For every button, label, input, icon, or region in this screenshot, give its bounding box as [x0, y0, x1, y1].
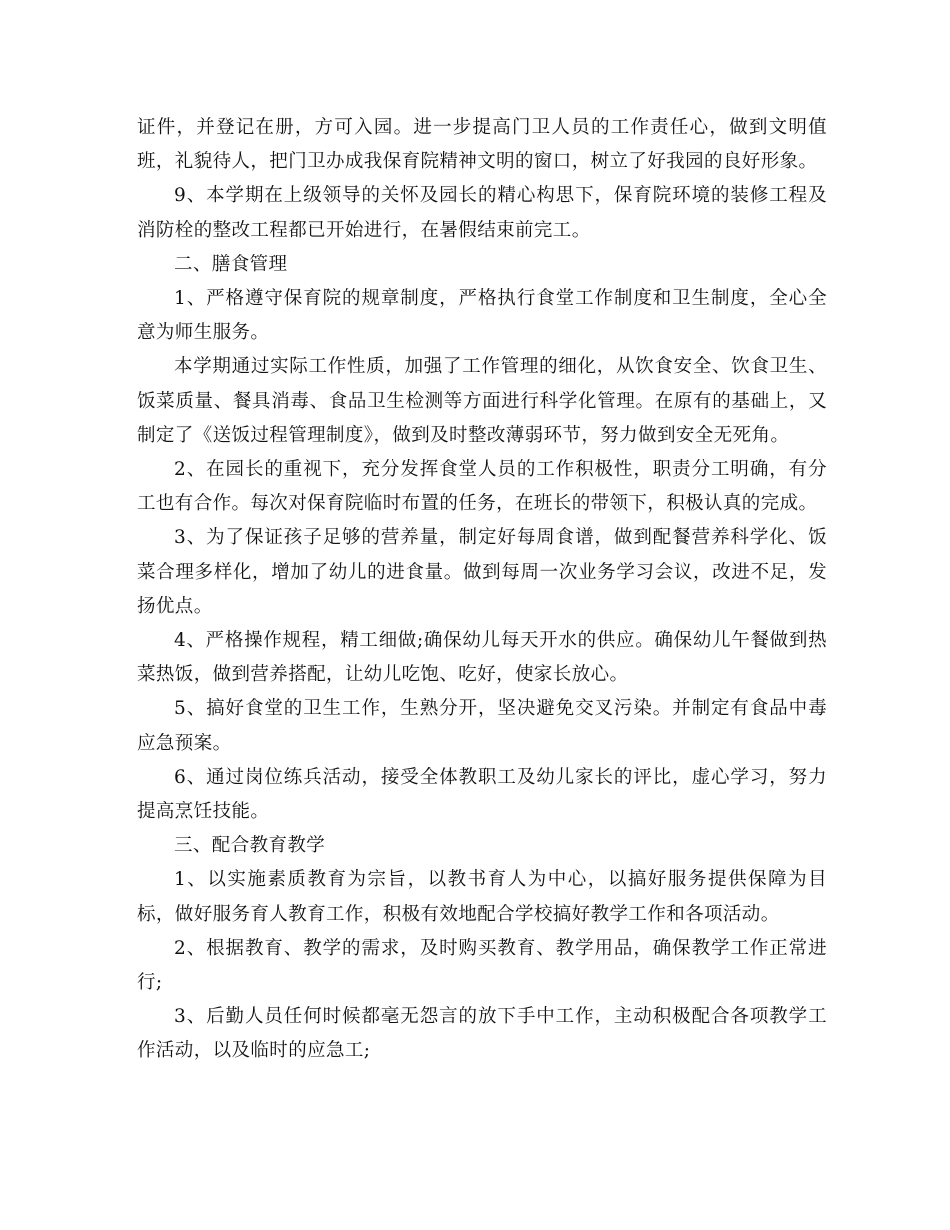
paragraph-diet-item-5: 5、搞好食堂的卫生工作，生熟分开，坚决避免交叉污染。并制定有食品中毒应急预案。	[137, 698, 827, 754]
paragraph-diet-detail: 本学期通过实际工作性质，加强了工作管理的细化，从饮食安全、饮食卫生、饭菜质量、餐具消毒、食品卫生检测等方面进行科学化管理。在原有的基础上，又制定了《送饭过程管理制度》，做到及时整改薄弱环节，努力做到安全无死角。	[137, 356, 827, 446]
paragraph-teaching-item-1: 1、以实施素质教育为宗旨，以教书育人为中心，以搞好服务提供保障为目标，做好服务育人教育工作，积极有效地配合学校搞好教学工作和各项活动。	[137, 869, 827, 925]
document-body	[137, 111, 827, 1069]
paragraph-continuation: 证件，并登记在册，方可入园。进一步提高门卫人员的工作责任心，做到文明值班，礼貌待人，把门卫办成我保育院精神文明的窗口，树立了好我园的良好形象。	[137, 117, 827, 173]
paragraph-diet-item-2: 2、在园长的重视下，充分发挥食堂人员的工作积极性，职责分工明确，有分工也有合作。每次对保育院临时布置的任务，在班长的带领下，积极认真的完成。	[137, 459, 827, 515]
paragraph-diet-item-6: 6、通过岗位练兵活动，接受全体教职工及幼儿家长的评比，虚心学习，努力提高烹饪技能。	[137, 766, 827, 823]
paragraph-teaching-item-2: 2、根据教育、教学的需求，及时购买教育、教学用品，确保教学工作正常进行;	[137, 937, 827, 994]
paragraph-diet-item-3: 3、为了保证孩子足够的营养量，制定好每周食谱，做到配餐营养科学化、饭菜合理多样化，增加了幼儿的进食量。做到每周一次业务学习会议，改进不足，发扬优点。	[137, 527, 827, 617]
paragraph-diet-item-4: 4、严格操作规程，精工细做;确保幼儿每天开水的供应。确保幼儿午餐做到热菜热饭，做到营养搭配，让幼儿吃饱、吃好，使家长放心。	[137, 630, 827, 686]
section-heading-diet-management: 二、膳食管理	[174, 253, 288, 275]
paragraph-teaching-item-3: 3、后勤人员任何时候都毫无怨言的放下手中工作，主动积极配合各项教学工作活动，以及临时的应急工;	[137, 1006, 827, 1062]
paragraph-diet-item-1: 1、严格遵守保育院的规章制度，严格执行食堂工作制度和卫生制度，全心全意为师生服务。	[137, 288, 827, 344]
paragraph-item-9: 9、本学期在上级领导的关怀及园长的精心构思下，保育院环境的装修工程及消防栓的整改工程都已开始进行，在暑假结束前完工。	[137, 185, 827, 241]
section-heading-teaching-support: 三、配合教育教学	[174, 835, 326, 857]
